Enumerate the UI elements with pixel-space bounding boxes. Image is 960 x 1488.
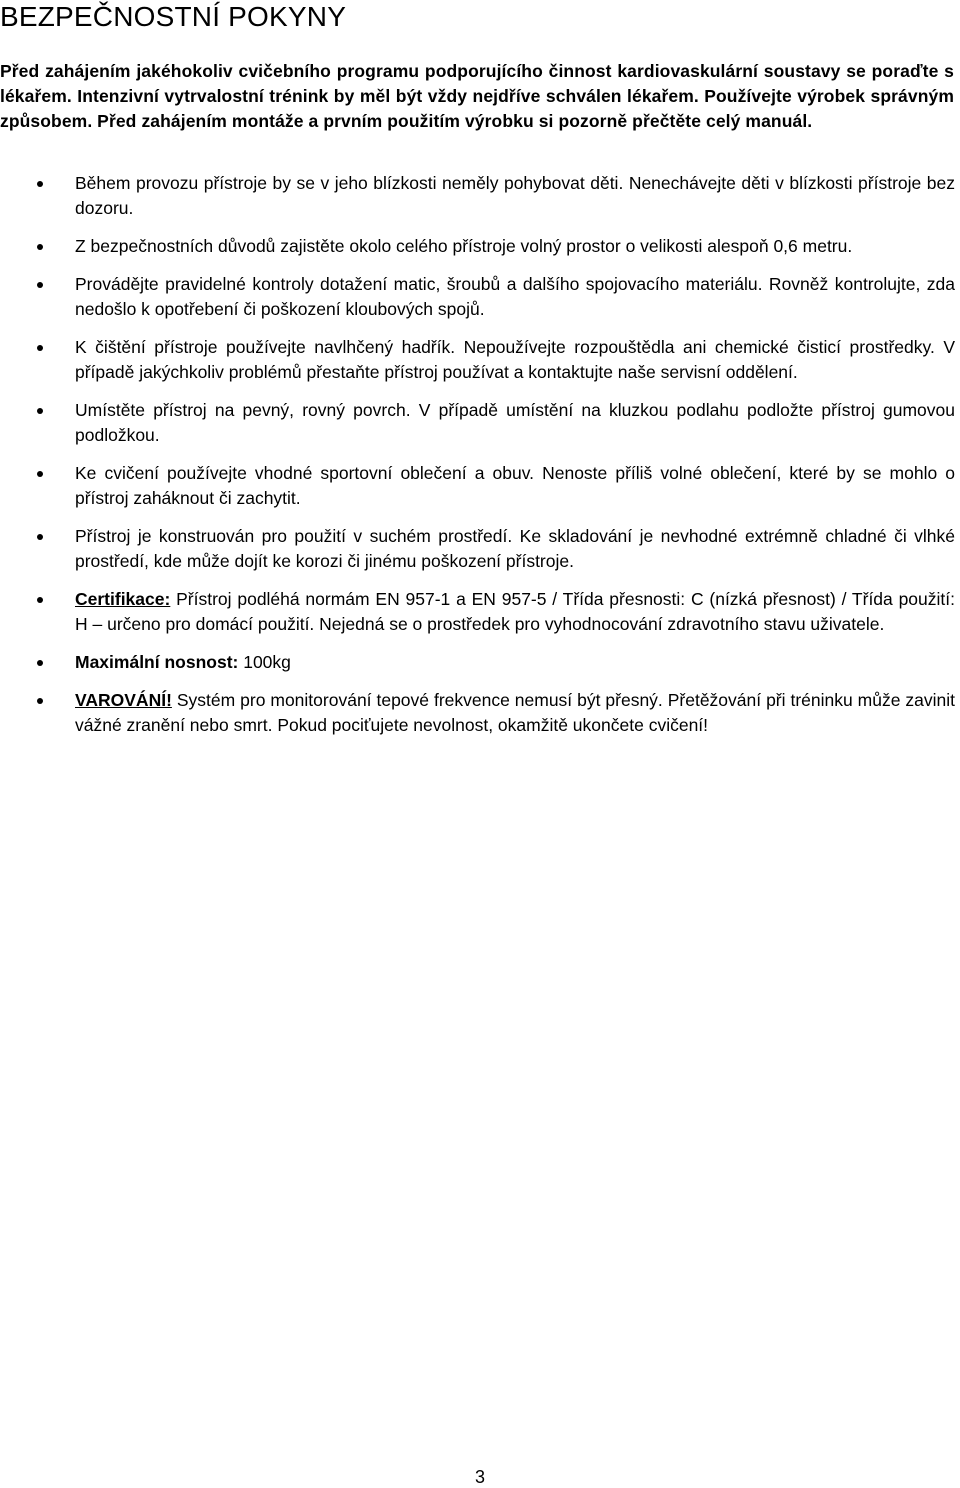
bullet-dot-icon xyxy=(37,408,43,414)
bullet-dot-icon xyxy=(37,471,43,477)
intro-sentence-consult: Před zahájením jakéhokoliv cvičebního programu podporujícího činnost kardiovaskulární soustavy se poraďte s lékařem. Intenzivní vytrvalostní trénink by měl být vždy nejdříve schválen lékařem. xyxy=(0,61,954,106)
list-item xyxy=(0,524,955,574)
list-item-text: Přístroj je konstruován pro použití v suchém prostředí. Ke skladování je nevhodné extrémně chladné či vlhké prostředí, kde může dojít ke korozi či jinému poškození přístroje. xyxy=(75,526,955,571)
max-load-label: Maximální nosnost: xyxy=(75,652,239,672)
list-item-text: Ke cvičení používejte vhodné sportovní oblečení a obuv. Nenoste příliš volné oblečení, které by se mohlo o přístroj zaháknout či zachytit. xyxy=(75,463,955,508)
intro-paragraph xyxy=(0,59,954,134)
certification-text: Přístroj podléhá normám EN 957-1 a EN 957-5 / Třída přesnosti: C (nízká přesnost) / Třída použití: H – určeno pro domácí použití. Nejedná se o prostředek pro vyhodnocování zdravotního stavu uživatele. xyxy=(75,589,955,634)
list-item xyxy=(0,335,955,385)
page-title: BEZPEČNOSTNÍ POKYNY xyxy=(0,1,347,32)
list-item-text: K čištění přístroje používejte navlhčený hadřík. Nepoužívejte rozpouštědla ani chemické čisticí prostředky. V případě jakýchkoliv problémů přestaňte přístroj používat a kontaktujte naše servisní oddělení. xyxy=(75,337,955,382)
bullet-dot-icon xyxy=(37,282,43,288)
bullet-dot-icon xyxy=(37,597,43,603)
list-item xyxy=(0,171,955,221)
certification-label: Certifikace: xyxy=(75,589,171,609)
list-item xyxy=(0,234,955,259)
max-load-value: 100kg xyxy=(238,652,291,672)
page-number: 3 xyxy=(474,1467,485,1487)
bullet-dot-icon xyxy=(37,345,43,351)
list-item-certification xyxy=(0,587,955,637)
bullet-dot-icon xyxy=(37,181,43,187)
list-item-text: Provádějte pravidelné kontroly dotažení matic, šroubů a dalšího spojovacího materiálu. Rovněž kontrolujte, zda nedošlo k opotřebení či poškození kloubových spojů. xyxy=(75,274,955,319)
list-item-max-load xyxy=(0,650,955,675)
list-item-text: Umístěte přístroj na pevný, rovný povrch. V případě umístění na kluzkou podlahu podložte přístroj gumovou podložkou. xyxy=(75,400,955,445)
bullet-dot-icon xyxy=(37,698,43,704)
list-item-warning xyxy=(0,688,955,738)
intro-sentence-usage: Používejte výrobek správným způsobem. xyxy=(0,86,954,131)
bullet-dot-icon xyxy=(37,244,43,250)
bullet-dot-icon xyxy=(37,534,43,540)
list-item-text: Během provozu přístroje by se v jeho blízkosti neměly pohybovat děti. Nenechávejte děti v blízkosti přístroje bez dozoru. xyxy=(75,173,955,218)
intro-sentence-manual: Před zahájením montáže a prvním použitím výrobku si pozorně přečtěte celý manuál. xyxy=(97,111,813,131)
list-item xyxy=(0,398,955,448)
warning-label: VAROVÁNÍ! xyxy=(75,690,172,710)
bullet-dot-icon xyxy=(37,660,43,666)
list-item xyxy=(0,461,955,511)
safety-instructions-list xyxy=(0,171,955,751)
list-item xyxy=(0,272,955,322)
warning-text: Systém pro monitorování tepové frekvence nemusí být přesný. Přetěžování při tréninku může zavinit vážné zranění nebo smrt. Pokud pociťujete nevolnost, okamžitě ukončete cvičení! xyxy=(75,690,955,735)
list-item-text: Z bezpečnostních důvodů zajistěte okolo celého přístroje volný prostor o velikosti alespoň 0,6 metru. xyxy=(75,236,853,256)
